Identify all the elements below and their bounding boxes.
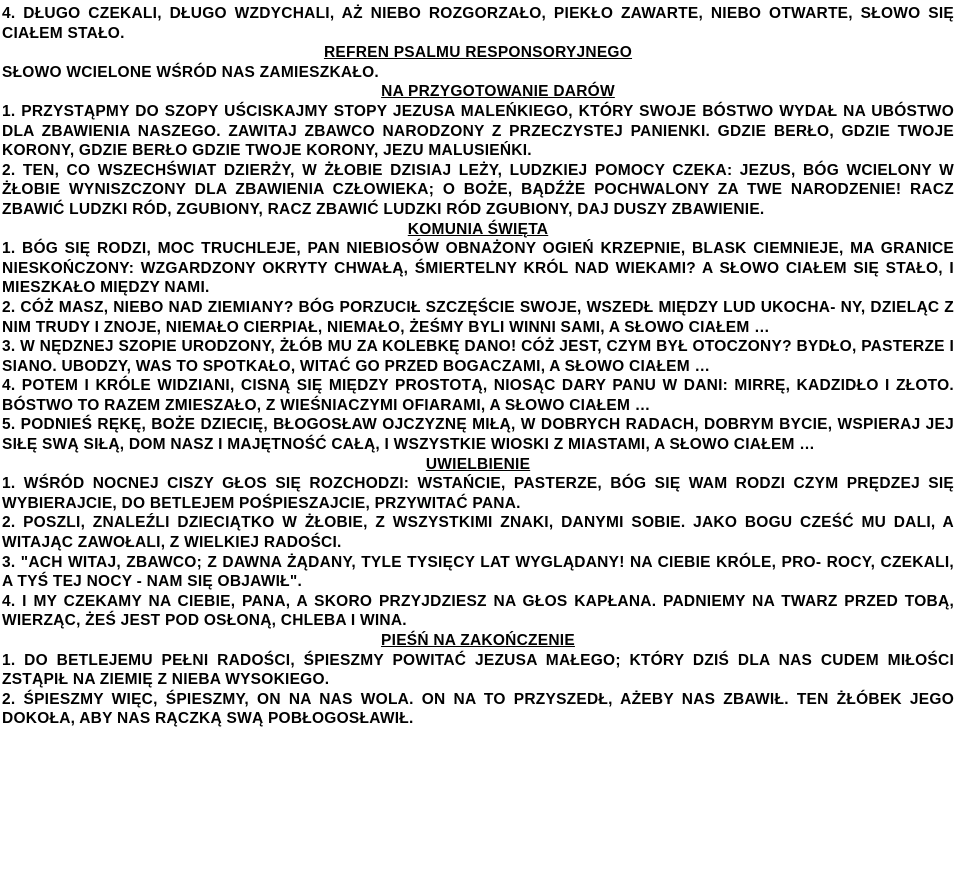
heading-przygotowanie-darow: NA PRZYGOTOWANIE DARÓW	[381, 83, 615, 101]
uwielbienie-verse-1: 1. WŚRÓD NOCNEJ CISZY GŁOS SIĘ ROZCHODZI: WSTAŃCIE, PASTERZE, BÓG SIĘ WAM RODZI CZYM PRĘDZEJ SIĘ WYBIERAJCIE, DO BETLEJEM POŚPIESZAJCIE, PRZYWITAĆ PANA.	[2, 475, 954, 512]
dary-verse-2: 2. TEN, CO WSZECHŚWIAT DZIERŻY, W ŻŁOBIE DZISIAJ LEŻY, LUDZKIEJ POMOCY CZEKA: JEZUS, BÓG WCIELONY W ŻŁOBIE WYNISZCZONY DLA ZBAWIENIA CZŁOWIEKA; O BOŻE, BĄDŹŻE POCHWALONY ZA TWE NARODZENIE! RACZ ZBAWIĆ LUDZKI RÓD, ZGUBIONY, RACZ ZBAWIĆ LUDZKI RÓD ZGUBIONY, DAJ DUSZY ZBAWIENIE.	[2, 161, 954, 218]
dary-verse-1: 1. PRZYSTĄPMY DO SZOPY UŚCISKAJMY STOPY JEZUSA MALEŃKIEGO, KTÓRY SWOJE BÓSTWO WYDAŁ NA UBÓSTWO DLA ZBAWIENIA NASZEGO. ZAWITAJ ZBAWCO NARODZONY Z PRZECZYSTEJ PANIENKI. GDZIE BERŁO, GDZIE TWOJE KORONY, GDZIE BERŁO GDZIE TWOJE KORONY, JEZU MALUSIEŃKI.	[2, 102, 954, 160]
komunia-verse-2: 2. CÓŻ MASZ, NIEBO NAD ZIEMIANY? BÓG PORZUCIŁ SZCZĘŚCIE SWOJE, WSZEDŁ MIĘDZY LUD UKOCHA- NY, DZIELĄC Z NIM TRUDY I ZNOJE, NIEMAŁO CIERPIAŁ, NIEMAŁO, ŻEŚMY BYLI WINNI SAMI, A SŁOWO CIAŁEM …	[2, 298, 954, 336]
zakonczenie-verse-2: 2. ŚPIESZMY WIĘC, ŚPIESZMY, ON NA NAS WOLA. ON NA TO PRZYSZEDŁ, AŻEBY NAS ZBAWIŁ. TEN ŻŁÓBEK JEGO DOKOŁA, ABY NAS RĄCZKĄ SWĄ POBŁOGOSŁAWIŁ.	[2, 690, 954, 728]
komunia-verse-5: 5. PODNIEŚ RĘKĘ, BOŻE DZIECIĘ, BŁOGOSŁAW OJCZYZNĘ MIŁĄ, W DOBRYCH RADACH, DOBRYM BYCIE, WSPIERAJ JEJ SIŁĘ SWĄ SIŁĄ, DOM NASZ I MAJĘTNOŚĆ CAŁĄ, I WSZYSTKIE WIOSKI Z MIASTAMI, A SŁOWO CIAŁEM …	[2, 416, 954, 454]
uwielbienie-verse-2: 2. POSZLI, ZNALEŹLI DZIECIĄTKO W ŻŁOBIE, Z WSZYSTKIMI ZNAKI, DANYMI SOBIE. JAKO BOGU CZEŚĆ MU DALI, A WITAJĄC ZAWOŁALI, Z WIELKIEJ RADOŚCI.	[2, 514, 954, 552]
komunia-verse-3: 3. W NĘDZNEJ SZOPIE URODZONY, ŻŁÓB MU ZA KOLEBKĘ DANO! CÓŻ JEST, CZYM BYŁ OTOCZONY? BYDŁO, PASTERZE I SIANO. UBODZY, WAS TO SPOTKAŁO, WITAĆ GO PRZED BOGACZAMI, A SŁOWO CIAŁEM …	[2, 338, 954, 375]
komunia-verse-4: 4. POTEM I KRÓLE WIDZIANI, CISNĄ SIĘ MIĘDZY PROSTOTĄ, NIOSĄC DARY PANU W DANI: MIRRĘ, KADZIDŁO I ZŁOTO. BÓSTWO TO RAZEM ZMIESZAŁO, Z WIEŚNIACZYMI OFIARAMI, A SŁOWO CIAŁEM …	[2, 377, 954, 414]
uwielbienie-verse-4: 4. I MY CZEKAMY NA CIEBIE, PANA, A SKORO PRZYJDZIESZ NA GŁOS KAPŁANA. PADNIEMY NA TWARZ PRZED TOBĄ, WIERZĄC, ŻEŚ JEST POD OSŁONĄ, CHLEBA I WINA.	[2, 592, 954, 630]
uwielbienie-verse-3: 3. "ACH WITAJ, ZBAWCO; Z DAWNA ŻĄDANY, TYLE TYSIĘCY LAT WYGLĄDANY! NA CIEBIE KRÓLE, PRO- ROCY, CZEKALI, A TYŚ TEJ NOCY - NAM SIĘ OBJAWIŁ".	[2, 553, 954, 591]
verse-4-intro: 4. DŁUGO CZEKALI, DŁUGO WZDYCHALI, AŻ NIEBO ROZGORZAŁO, PIEKŁO ZAWARTE, NIEBO OTWARTE, SŁOWO SIĘ CIAŁEM STAŁO.	[2, 5, 954, 42]
heading-zakonczenie: PIEŚŃ NA ZAKOŃCZENIE	[381, 632, 575, 649]
refren-text: SŁOWO WCIELONE WŚRÓD NAS ZAMIESZKAŁO.	[2, 63, 379, 81]
heading-komunia: KOMUNIA ŚWIĘTA	[407, 220, 549, 238]
zakonczenie-verse-1: 1. DO BETLEJEMU PEŁNI RADOŚCI, ŚPIESZMY POWITAĆ JEZUSA MAŁEGO; KTÓRY DZIŚ DLA NAS CUDEM MIŁOŚCI ZSTĄPIŁ NA ZIEMIĘ Z NIEBA WYSOKIEGO.	[2, 651, 954, 689]
komunia-verse-1: 1. BÓG SIĘ RODZI, MOC TRUCHLEJE, PAN NIEBIOSÓW OBNAŻONY OGIEŃ KRZEPNIE, BLASK CIEMNIEJE, MA GRANICE NIESKOŃCZONY: WZGARDZONY OKRYTY CHWAŁĄ, ŚMIERTELNY KRÓL NAD WIEKAMI? A SŁOWO CIAŁEM SIĘ STAŁO, I MIESZKAŁO MIĘDZY NAMI.	[2, 240, 954, 297]
heading-uwielbienie: UWIELBIENIE	[425, 455, 531, 473]
heading-refren-psalmu: REFREN PSALMU RESPONSORYJNEGO	[323, 44, 633, 62]
